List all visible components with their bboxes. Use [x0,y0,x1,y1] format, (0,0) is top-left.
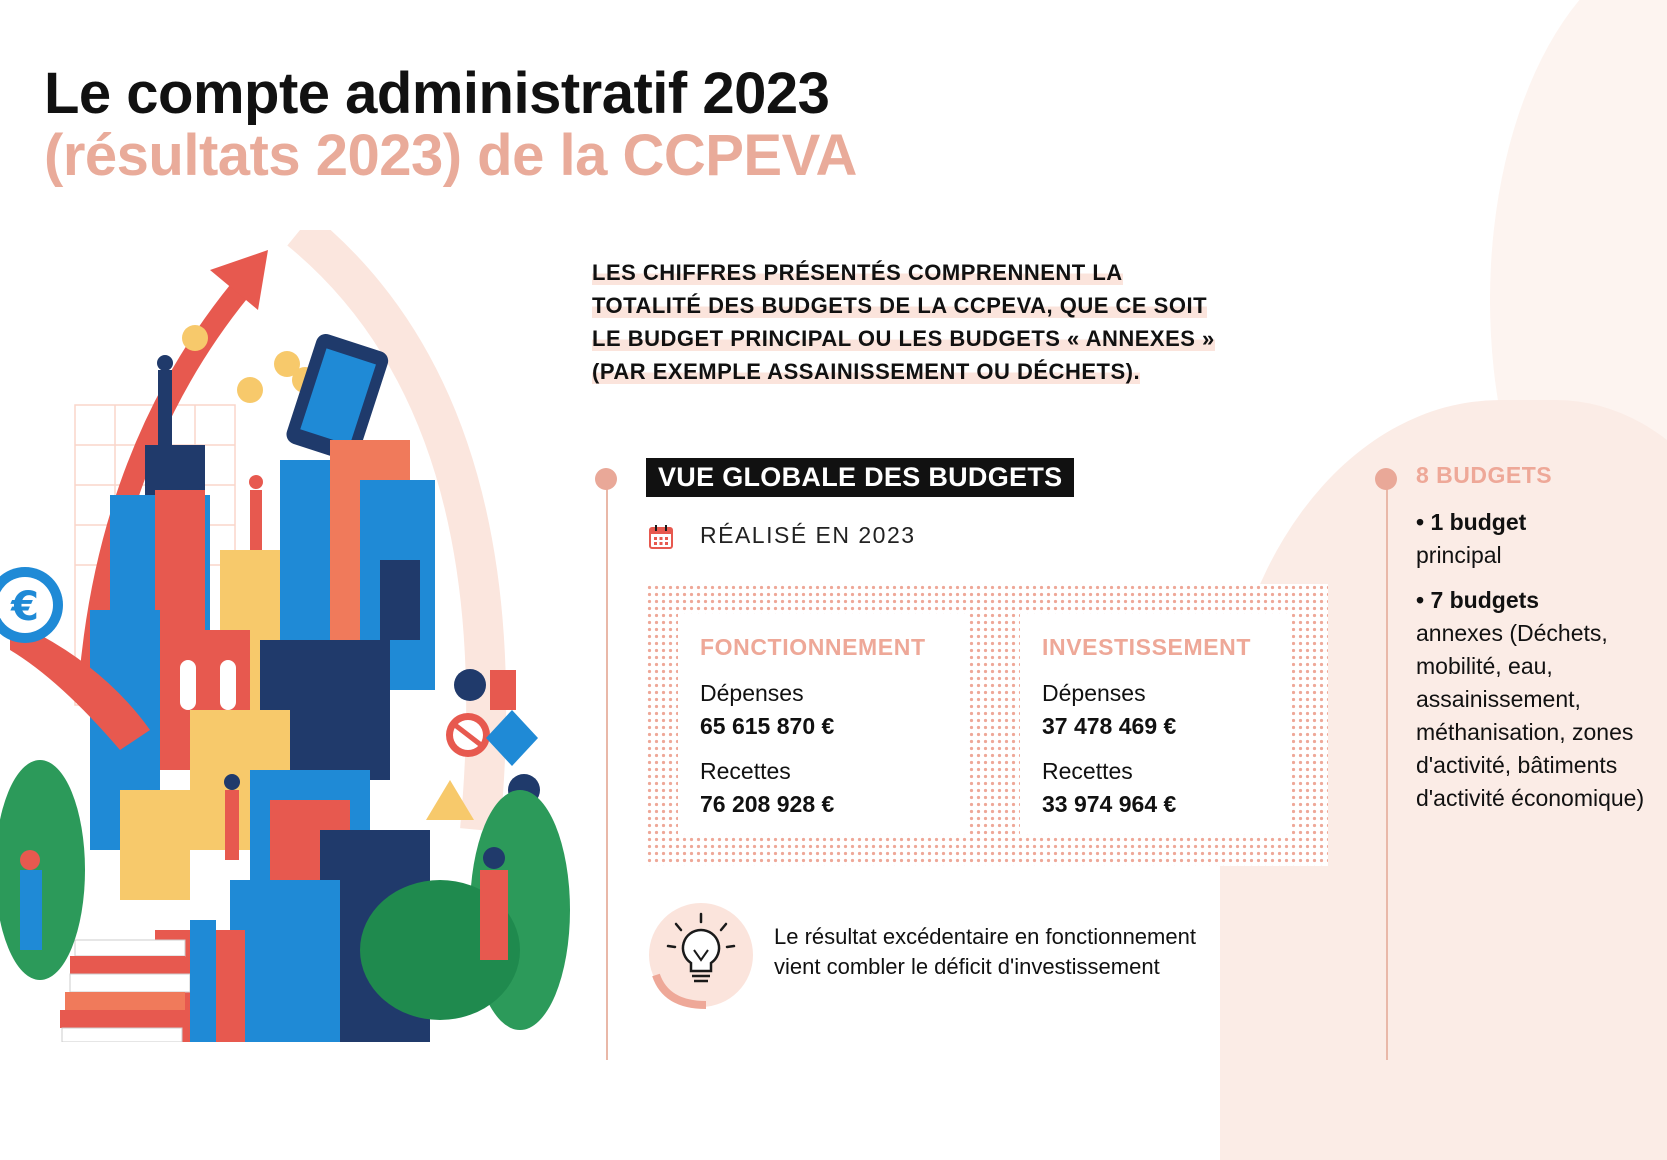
page-title: Le compte administratif 2023 [44,61,830,126]
timeline-line [1386,480,1388,1060]
budget-item [1416,506,1656,572]
intro-line: TOTALITÉ DES BUDGETS DE LA CCPEVA, QUE CE SOIT [592,293,1208,318]
calendar-icon [648,524,674,550]
depenses-label: Dépenses [1042,680,1146,706]
fonctionnement-card [678,614,968,834]
intro-text [592,256,1292,388]
section-title: VUE GLOBALE DES BUDGETS [646,458,1074,497]
timeline-dot [595,468,617,490]
investissement-card [1020,614,1292,834]
lightbulb-icon [646,900,756,1010]
budget-description: principal [1416,542,1502,568]
note-line: Le résultat excédentaire en fonctionnement [774,924,1196,949]
recettes-label: Recettes [1042,758,1133,784]
recettes-label: Recettes [700,758,791,784]
timeline-dot [1375,468,1397,490]
page-subtitle: (résultats 2023) de la CCPEVA [44,123,857,188]
budgets-title: 8 BUDGETS [1416,462,1553,488]
recettes-value: 76 208 928 € [700,791,835,817]
svg-text:€: € [11,584,39,630]
depenses-value: 37 478 469 € [1042,713,1177,739]
recettes-value: 33 974 964 € [1042,791,1177,817]
budget-count: • 1 budget [1416,509,1527,535]
period-label: RÉALISÉ EN 2023 [700,522,916,548]
budget-illustration [0,230,580,1042]
budget-item [1416,584,1656,815]
budget-count: • 7 budgets [1416,587,1540,613]
card-heading: INVESTISSEMENT [1042,634,1252,660]
note-text [774,922,1334,982]
intro-line: LE BUDGET PRINCIPAL OU LES BUDGETS « ANNEXES » [592,326,1215,351]
note-line: vient combler le déficit d'investissement [774,954,1160,979]
intro-line: LES CHIFFRES PRÉSENTÉS COMPRENNENT LA [592,260,1123,285]
timeline-line [606,480,608,1060]
depenses-value: 65 615 870 € [700,713,835,739]
intro-line: (PAR EXEMPLE ASSAINISSEMENT OU DÉCHETS). [592,359,1141,384]
depenses-label: Dépenses [700,680,804,706]
card-heading: FONCTIONNEMENT [700,634,926,660]
budget-description: annexes (Déchets, mobilité, eau, assainissement, méthanisation, zones d'activité, bâtiments d'activité économique) [1416,620,1645,811]
